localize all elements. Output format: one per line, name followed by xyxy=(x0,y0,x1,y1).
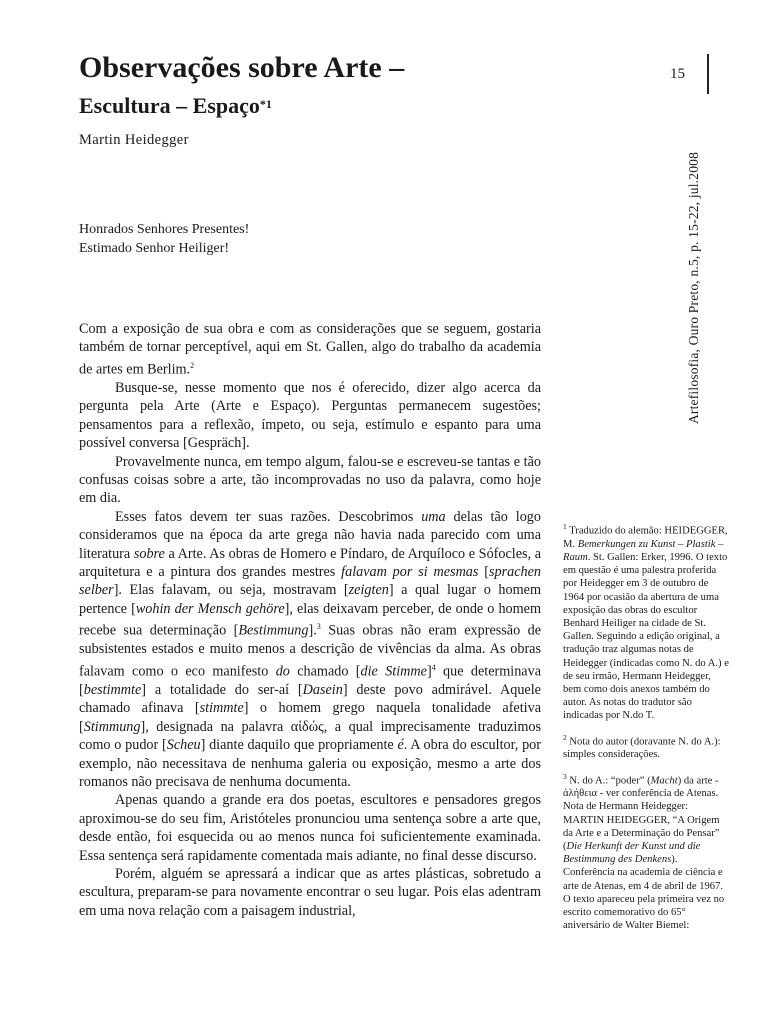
footnote-ref-2[interactable]: 2 xyxy=(190,360,195,370)
header-rule xyxy=(707,54,709,94)
footnote-3-mark: 3 xyxy=(563,771,567,781)
italic-run: Bestimmung xyxy=(238,622,309,639)
text-run: ] o homem grego naquela tonalidade afetiva [ xyxy=(79,700,541,735)
text-run: Esses fatos devem ter suas razões. Descobrimos xyxy=(115,508,422,525)
journal-citation xyxy=(686,118,702,458)
journal-citation-text: Artefilosofia, Ouro Preto, n.5, p. 15-22, jul.2008 xyxy=(686,151,701,425)
italic-run: uma xyxy=(421,508,446,525)
text-run: ]. Elas falavam, ou seja, mostravam [ xyxy=(113,582,349,599)
text-run: ] xyxy=(426,663,432,680)
text-run: que determinava [ xyxy=(79,663,541,698)
author-name: Martin Heidegger xyxy=(79,132,189,148)
text-run: ], designada na palavra αἰδώς, a qual imprecisamente traduzimos como o pudor [ xyxy=(79,718,541,754)
text-run: N. do A.: “poder” ( xyxy=(566,775,651,787)
text-run: ] a totalidade do ser-aí [ xyxy=(141,681,303,698)
italic-run: do xyxy=(275,663,290,680)
paragraph-4 xyxy=(79,508,541,792)
text-run: delas tão logo consideramos que na época da arte grega não havia nada parecido com uma literatura xyxy=(79,508,541,562)
text-run: ) da arte - ἀλήθεια - ver conferência de Atenas. Nota de Hermann Heidegger: MARTIN HEIDEGGER, “A Origem da Arte e a Determinação do Pensar” ( xyxy=(563,775,720,853)
main-text xyxy=(79,320,541,920)
footnotes xyxy=(563,520,729,940)
italic-run: Die Herkunft der Kunst und die Bestimmung des Denkens xyxy=(563,841,701,866)
footnote-3 xyxy=(563,770,729,933)
footnote-1-mark: 1 xyxy=(563,522,567,531)
text-run: [ xyxy=(478,564,489,581)
page-number: 15 xyxy=(670,66,685,82)
text-run: Traduzido do alemão: HEIDEGGER, M. xyxy=(563,525,728,550)
text-run: ], elas deixavam perceber, de onde o homem recebe sua determinação [ xyxy=(79,600,541,639)
paragraph-3: Provavelmente nunca, em tempo algum, falou-se e escreveu-se tantas e tão confusas coisas sobre a arte, tão incomprovadas no uso da palavra, como hoje em dia. xyxy=(79,453,541,507)
greeting xyxy=(79,220,249,258)
paragraph-1 xyxy=(79,320,541,379)
italic-run: é xyxy=(397,737,404,754)
italic-run: falavam por si mesmas xyxy=(341,564,479,581)
article-title: Observações sobre Arte – xyxy=(79,51,405,84)
italic-run: Scheu xyxy=(166,737,201,754)
article-subtitle xyxy=(79,92,272,120)
italic-run: sobre xyxy=(133,545,165,562)
italic-run: wohin der Mensch gehöre xyxy=(135,600,285,617)
text-run: . St. Gallen: Erker, 1996. O texto em questão é uma palestra proferida por Heidegger em 3 de outubro de 1964 por ocasião da abertura de uma exposição das obras do escultor Benhard Heiliger na cidade de St. Gallen. Seguindo a edição original, a tradução traz algumas notas de Heidegger (indicadas como N. do A.) e de seu irmão, Hermann Heidegger, bem como dois anexos também do autor. As notas do tradutor são indicadas por N.do T. xyxy=(563,551,729,722)
paragraph-5: Apenas quando a grande era dos poetas, escultores e pensadores gregos aproximou-se do seu fim, Aristóteles pronunciou uma sentença sobre a arte que, desde então, foi esquecida ou ao menos nunca foi suficientemente examinada. Essa sentença será rapidamente comentada mais adiante, no final desse discurso. xyxy=(79,792,541,864)
paragraph-1-text: Com a exposição de sua obra e com as considerações que se seguem, gostaria também de tornar perceptível, aqui em St. Gallen, algo do trabalho da academia de artes em Berlim. xyxy=(79,321,541,378)
text-run: chamado [ xyxy=(289,663,361,680)
greeting-line-2: Estimado Senhor Heiliger! xyxy=(79,241,230,256)
text-run: . A obra do escultor, por exemplo, não necessitava de nenhuma galeria ou exposição, mesmo a arte dos romanos não precisava de nenhuma documenta. xyxy=(79,737,541,790)
italic-run: die Stimme xyxy=(360,663,427,680)
text-run: Suas obras não eram expressão de subsistentes estados e muito menos a descrição de vivências da alma. As obras falavam como o eco manifesto xyxy=(79,622,541,680)
footnote-ref-3[interactable]: 3 xyxy=(316,622,321,632)
italic-run: stimmte xyxy=(199,700,244,717)
greeting-line-1: Honrados Senhores Presentes! xyxy=(79,222,250,237)
text-run: Nota do autor (doravante N. do A.): simples considerações. xyxy=(563,736,721,761)
text-run: ] a qual lugar o homem pertence [ xyxy=(79,582,541,617)
footnote-1 xyxy=(563,520,729,723)
text-run: a Arte. As obras de Homero e Píndaro, de Arquíloco e Sófocles, a arquitetura e a pintura dos grandes mestres xyxy=(79,545,542,581)
italic-run: Macht xyxy=(650,775,678,787)
paragraph-6: Porém, alguém se apressará a indicar que as artes plásticas, sobretudo a escultura, preparam-se para novamente encontrar o seu lugar. Pois elas adentram em uma nova relação com a paisagem industrial, xyxy=(79,865,541,919)
text-run: ). Conferência na academia de ciência e arte de Atenas, em 4 de abril de 1967. O texto apareceu pela primeira vez no escrito comemorativo do 65° aniversário de Walter Biemel: xyxy=(563,854,725,932)
text-run: ]. xyxy=(308,622,317,639)
paragraph-2: Busque-se, nesse momento que nos é oferecido, dizer algo acerca da pergunta pela Arte (Arte e Espaço). Perguntas permanecem sugestões; pensamentos para a reflexão, ímpeto, ou seja, estímulo e espanto para uma possível conversa [Gespräch]. xyxy=(79,379,541,452)
italic-run: Bemerkungen zu Kunst – Plastik – Raum xyxy=(563,538,724,563)
italic-run: bestimmte xyxy=(83,681,142,698)
footnote-ref-1[interactable]: *1 xyxy=(259,97,272,111)
text-run: ] diante daquilo que propriamente xyxy=(200,737,398,754)
footnote-ref-4[interactable]: 4 xyxy=(431,662,436,672)
footnote-2 xyxy=(563,731,729,762)
text-run: ] deste povo admirável. Aquele chamado afinava [ xyxy=(79,681,541,717)
italic-run: zeigten xyxy=(348,582,389,599)
footnote-2-mark: 2 xyxy=(563,732,567,742)
italic-run: sprachen selber xyxy=(79,564,541,599)
italic-run: Stimmung xyxy=(83,718,141,735)
subtitle-text: Escultura – Espaço xyxy=(79,93,260,118)
italic-run: Dasein xyxy=(302,681,343,698)
